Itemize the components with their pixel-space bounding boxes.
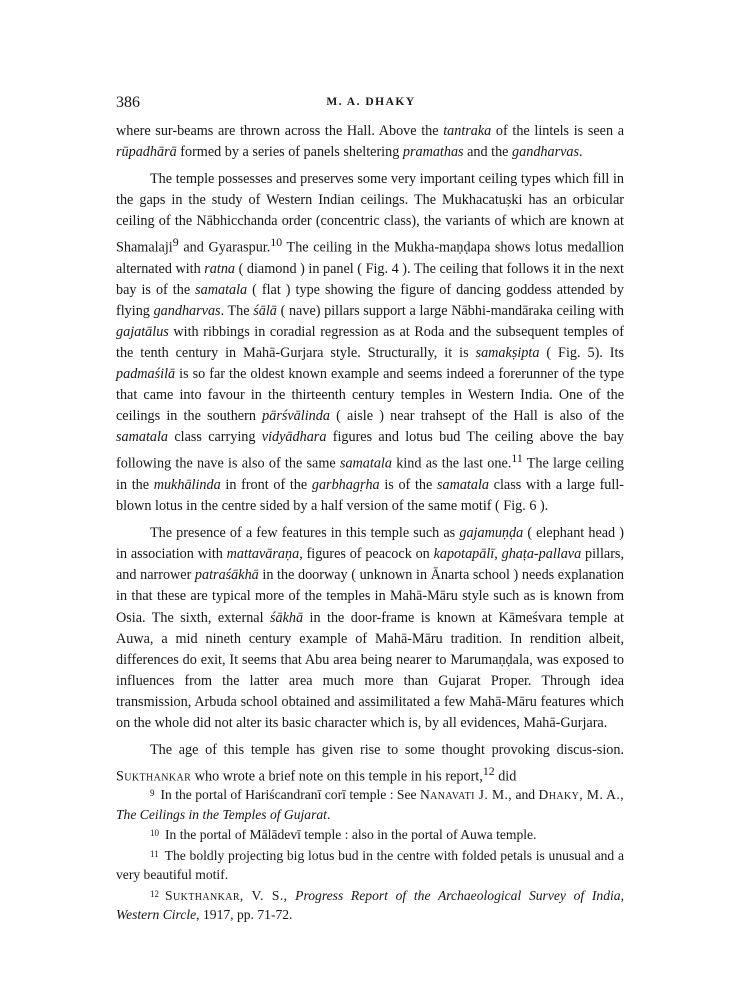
page-header <box>116 94 626 114</box>
paragraph: where sur-beams are thrown across the Hall. Above the tantraka of the lintels is seen a rūpadhārā formed by a series of panels sheltering pramathas and the gandharvas. <box>116 123 624 161</box>
footnote: $^{12}$ Sukthankar, V. S., Progress Report of the Archaeological Survey of India, Western Circle, 1917, pp. 71-72. <box>116 887 624 922</box>
paragraph: The age of this temple has given rise to some thought provoking discus-sion. Sukthankar who wrote a brief note on this temple in his report,$^{12}$ did <box>116 741 624 785</box>
footnote: $^{10}$ In the portal of Mālādevī temple : also in the portal of Auwa temple. <box>150 827 537 842</box>
running-head: M. A. DHAKY <box>326 96 416 108</box>
page-number: 386 <box>116 94 140 111</box>
body-text <box>116 121 624 788</box>
footnote: $^9$ In the portal of Hariścandranī corī temple : See Nanavati J. M., and Dhaky, M. A., The Ceilings in the Temples of Gujarat. <box>116 787 624 822</box>
footnotes <box>116 784 624 925</box>
footnote: $^{11}$ The boldly projecting big lotus bud in the centre with folded petals is unusual and a very beautiful motif. <box>116 847 624 882</box>
paragraph: The temple possesses and preserves some very important ceiling types which fill in the gaps in the study of Western Indian ceilings. The Mukhacatuṣki has an orbicular ceiling of the Nābhicchanda order (concentric class), the variants of which are known at Shamalaji$^9$ and Gyaraspur.$^{10}$ The ceiling in the Mukha-maṇḍapa shows lotus medallion alternated with ratna ( diamond ) in panel ( Fig. 4 ). The ceiling that follows it in the next bay is of the samatala ( flat ) type showing the figure of dancing goddess attended by flying gandharvas. The śālā ( nave) pillars support a large Nābhi-mandāraka ceiling with gajatālus with ribbings in coradial regression as at Roda and the subsequent temples of the tenth century in Mahā-Gurjara style. Structurally, it is samakṣipta ( Fig. 5). Its padmaśilā is so far the oldest known example and seems indeed a forerunner of the type that came into favour in the thirteenth century temples in Western India. One of the ceilings in the southern pārśvālinda ( aisle ) near trahsept of the Hall is also of the samatala class carrying vidyādhara figures and lotus bud The ceiling above the bay following the nave is also of the same samatala kind as the last one.$^{11}$ The large ceiling in the mukhālinda in front of the garbhagṛha is of the samatala class with a large full-blown lotus in the centre sided by a half version of the same motif ( Fig. 6 ). <box>116 171 625 515</box>
paragraph: The presence of a few features in this temple such as gajamuṇḍa ( elephant head ) in association with mattavāraṇa, figures of peacock on kapotapālī, ghaṭa-pallava pillars, and narrower patraśākhā in the doorway ( unknown in Ānarta school ) needs explanation in that these are typical more of the temples in Mahā-Māru style such as is known from Osia. The sixth, external śākhā in the door-frame is known at Kāmeśvara temple at Auwa, a mid nineth century example of Mahā-Māru tradition. In rendition albeit, differences do exit, It seems that Abu area being nearer to Marumaṇḍala, was exposed to influences from the latter area much more than Gujarat Proper. Through idea transmission, Arbuda school obtained and assimilitated a few Mahā-Māru features which on the whole did not alter its basic character which is, by all evidences, Mahā-Gurjara. <box>116 525 625 731</box>
